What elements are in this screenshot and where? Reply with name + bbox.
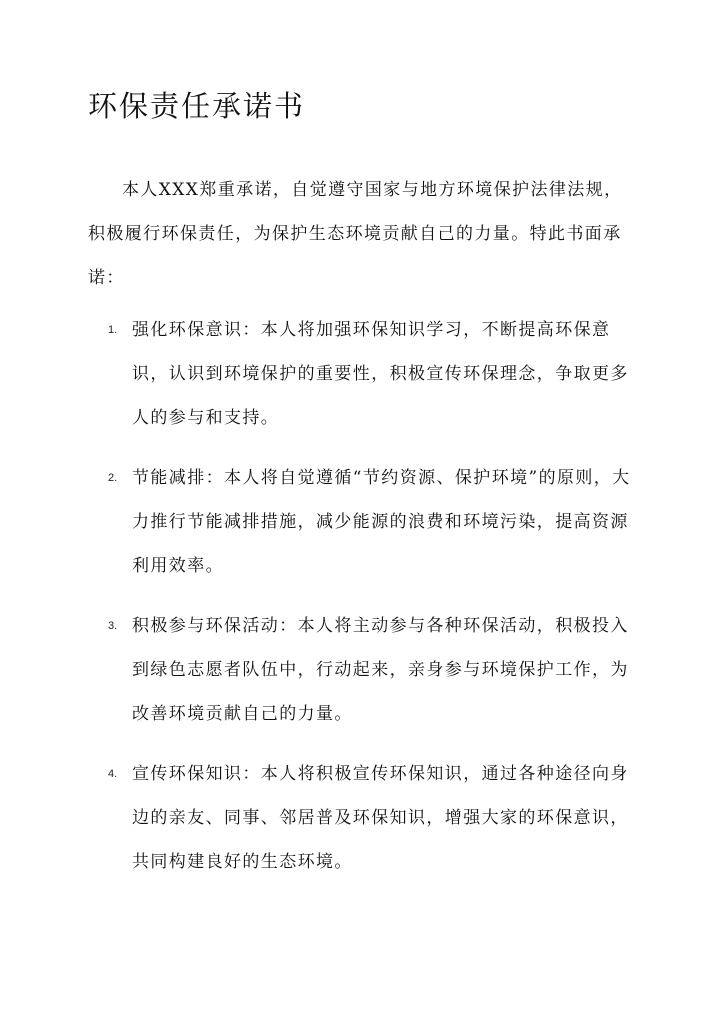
list-item [88, 604, 633, 736]
list-item-text: 宣传环保知识：本人将积极宣传环保知识，通过各种途径向身边的亲友、同事、邻居普及环保知识，增强大家的环保意识，共同构建良好的生态环境。 [132, 764, 629, 872]
list-item [88, 456, 633, 588]
intro-paragraph: 本人XXX郑重承诺，自觉遵守国家与地方环境保护法律法规，积极履行环保责任，为保护生态环境贡献自己的力量。特此书面承诺： [88, 180, 623, 288]
list-item-number: 3. [108, 620, 118, 632]
list-item-text: 积极参与环保活动：本人将主动参与各种环保活动，积极投入到绿色志愿者队伍中，行动起来，亲身参与环境保护工作，为改善环境贡献自己的力量。 [132, 616, 629, 724]
list-item-text: 强化环保意识：本人将加强环保知识学习，不断提高环保意识，认识到环境保护的重要性，积极宣传环保理念，争取更多人的参与和支持。 [132, 320, 629, 428]
commitment-list [88, 308, 633, 900]
list-item [88, 752, 633, 884]
document-title: 环保责任承诺书 [88, 89, 306, 123]
list-item-number: 1. [108, 324, 118, 336]
list-item-text: 节能减排：本人将自觉遵循“节约资源、保护环境”的原则，大力推行节能减排措施，减少能源的浪费和环境污染，提高资源利用效率。 [132, 468, 631, 576]
list-item [88, 308, 633, 440]
list-item-number: 4. [108, 768, 118, 780]
list-item-number: 2. [108, 472, 118, 484]
